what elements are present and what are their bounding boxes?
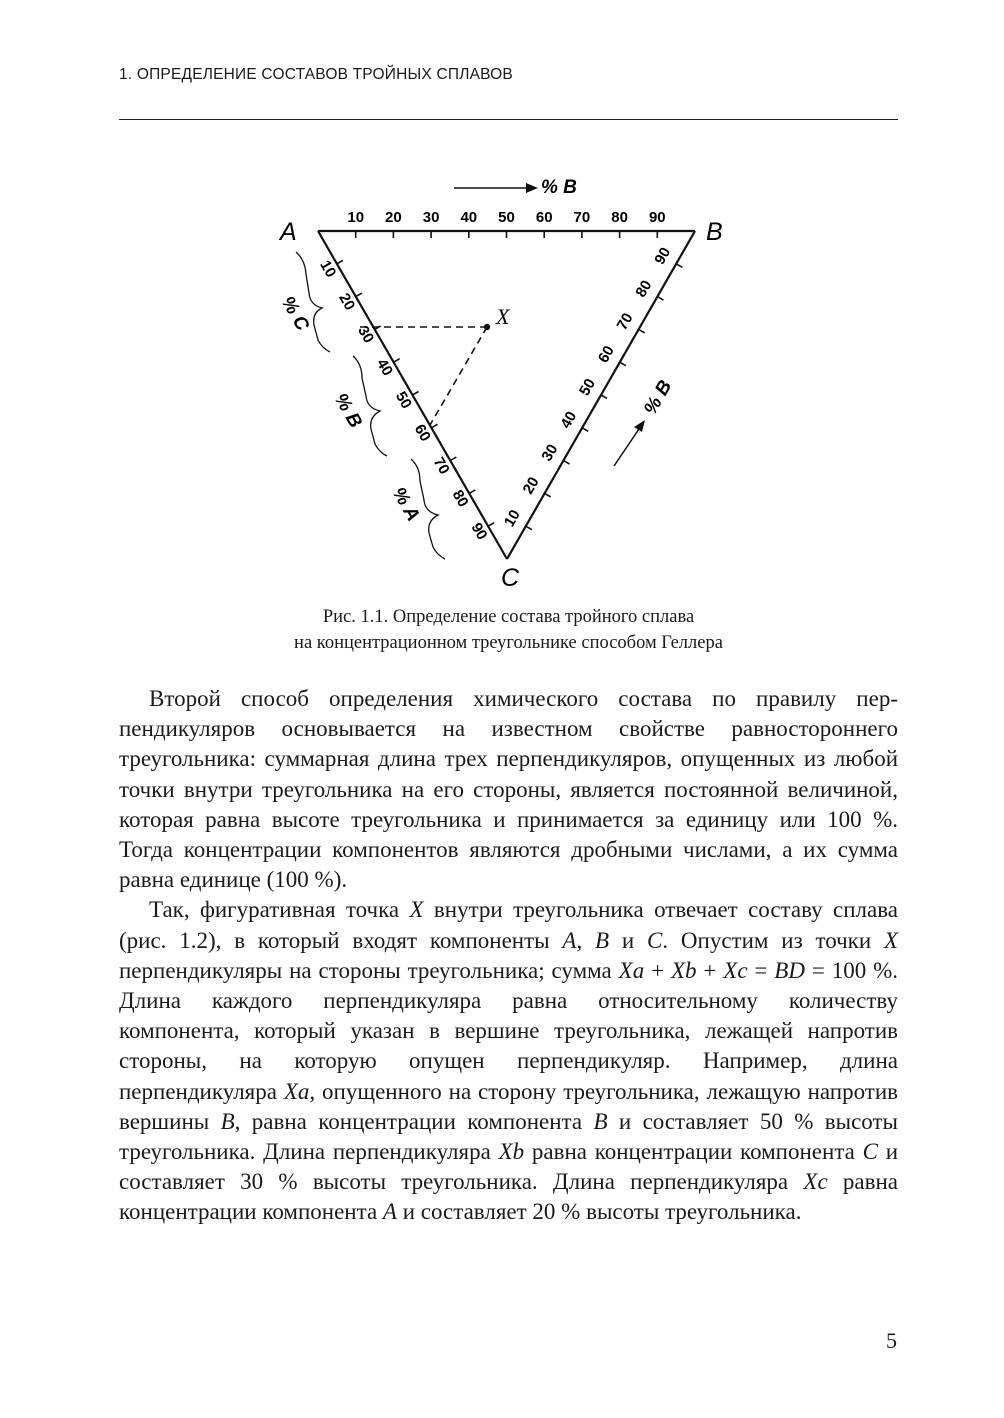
text-run: = 100 %. Длина каждого перпендикуляра равна относительному количеству компонента, который указан в вершине треугольника, лежащей напротив стороны, на которую опущен перпендикуляр. Например, длина перпендикуляра bbox=[119, 957, 898, 1104]
italic-term: B bbox=[595, 927, 610, 953]
top-axis-tick-label: 20 bbox=[385, 208, 402, 226]
left-axis-tick bbox=[337, 260, 343, 263]
left-axis-tick bbox=[469, 490, 475, 493]
text-run: + bbox=[644, 957, 671, 983]
italic-term: A bbox=[562, 927, 577, 953]
italic-term: Xc bbox=[803, 1169, 828, 1195]
italic-term: BD bbox=[774, 957, 805, 983]
right-axis-tick bbox=[526, 526, 532, 529]
left-axis-tick bbox=[431, 424, 437, 427]
right-arrow-head bbox=[634, 420, 645, 432]
vertex-b-label: B bbox=[706, 218, 723, 246]
top-axis-tick-label: 60 bbox=[535, 208, 553, 226]
italic-term: X bbox=[883, 927, 899, 953]
italic-term: Xc bbox=[723, 957, 748, 983]
left-axis-tick-label: 70 bbox=[429, 454, 453, 478]
top-axis-tick-label: 30 bbox=[422, 208, 440, 226]
left-axis-tick-label: 30 bbox=[354, 323, 378, 347]
top-axis-label: % B bbox=[541, 177, 577, 198]
right-axis-label: % B bbox=[640, 376, 677, 419]
left-label-c: % C bbox=[276, 293, 313, 335]
top-axis-tick-label: 80 bbox=[611, 208, 628, 226]
right-axis-tick bbox=[582, 428, 588, 431]
italic-term: B bbox=[593, 1108, 608, 1134]
italic-term: X bbox=[409, 897, 424, 923]
point-x bbox=[484, 324, 490, 330]
text-run: , равна концентрации компонента bbox=[234, 1108, 594, 1134]
right-axis-tick-label: 10 bbox=[500, 506, 524, 530]
text-run: и составляет 50 % высоты треугольника. Длина перпендикуляра bbox=[119, 1108, 899, 1165]
left-axis-tick-label: 20 bbox=[335, 290, 359, 314]
vertex-c-label: C bbox=[501, 564, 520, 592]
left-axis-tick bbox=[413, 392, 419, 395]
top-axis-tick-label: 90 bbox=[648, 208, 666, 226]
left-label-b: % B bbox=[329, 390, 366, 432]
text-run: + bbox=[696, 957, 724, 983]
right-axis-tick-label: 80 bbox=[632, 277, 656, 301]
left-axis-tick-label: 90 bbox=[467, 519, 491, 543]
right-axis-tick-label: 40 bbox=[557, 408, 581, 432]
left-axis-tick-label: 80 bbox=[448, 487, 472, 511]
top-axis-tick-label: 70 bbox=[573, 208, 591, 226]
right-axis-tick bbox=[563, 461, 569, 464]
italic-term: C bbox=[862, 1139, 878, 1165]
ternary-diagram bbox=[0, 0, 1004, 600]
left-axis-tick-label: 40 bbox=[373, 355, 397, 379]
text-run: равна концентрации компонента bbox=[119, 1169, 898, 1225]
left-axis-tick bbox=[488, 523, 494, 526]
text-run: Так, фигуративная точка bbox=[149, 897, 410, 923]
page-number: 5 bbox=[886, 1328, 897, 1353]
text-run: = bbox=[747, 957, 775, 983]
text-run: , опущенного на сторону треугольника, лежащую напротив вершины bbox=[119, 1078, 899, 1134]
italic-term: Xb bbox=[670, 957, 697, 983]
right-arrow-shaft bbox=[614, 426, 641, 466]
top-axis-tick-label: 10 bbox=[347, 208, 365, 226]
right-axis-tick-label: 70 bbox=[613, 310, 637, 334]
right-axis-tick-label: 20 bbox=[519, 474, 543, 498]
text-run: перпендикуляры на стороны треугольника; сумма bbox=[119, 957, 619, 983]
italic-term: Xb bbox=[498, 1139, 525, 1165]
italic-term: A bbox=[382, 1199, 397, 1225]
left-axis-tick bbox=[356, 293, 362, 296]
text-run: и составляет 20 % высоты треугольника. bbox=[396, 1199, 802, 1225]
left-axis-tick-label: 50 bbox=[391, 388, 415, 412]
top-axis-tick-label: 40 bbox=[460, 208, 478, 226]
text-run: . Опустим из точки bbox=[662, 927, 884, 953]
right-axis-tick bbox=[676, 264, 682, 267]
left-axis-tick bbox=[394, 359, 400, 362]
italic-term: B bbox=[220, 1108, 235, 1134]
right-axis-tick-label: 90 bbox=[651, 244, 675, 268]
paragraph-2 bbox=[119, 895, 898, 1227]
right-axis-tick bbox=[639, 329, 645, 332]
figure-caption-line-1: Рис. 1.1. Определение состава тройного сплава bbox=[322, 607, 695, 627]
text-run: и составляет 30 % высоты треугольника. Длина перпендикуляра bbox=[119, 1139, 899, 1195]
text-run: , bbox=[576, 927, 596, 953]
left-label-a: % A bbox=[387, 484, 424, 525]
paragraph-1: Второй способ определения химического состава по правилу перпендикуляров основывается на известном свойстве равностороннего треугольника: суммарная длина трех перпендикуляров, опущенных из любой точки внутри треугольника на его стороны, является постоянной величиной, которая равна высоте треугольника и принимается за единицу или 100 %. Тогда концентрации компонентов являются дробными числами, а их сумма равна единице (100 %). bbox=[119, 686, 898, 893]
figure-caption-line-2: на концентрационном треугольнике способом Геллера bbox=[294, 633, 723, 653]
right-axis-tick bbox=[657, 297, 663, 300]
right-axis-tick-label: 50 bbox=[576, 375, 600, 399]
vertex-a-label: A bbox=[280, 218, 297, 246]
italic-term: C bbox=[647, 927, 663, 953]
right-axis-tick-label: 60 bbox=[594, 342, 618, 366]
left-axis-tick-label: 10 bbox=[316, 257, 340, 281]
right-axis-tick bbox=[601, 395, 607, 398]
dashed-diagonal bbox=[430, 327, 487, 425]
text-run: и bbox=[609, 927, 648, 953]
running-head: 1. ОПРЕДЕЛЕНИЕ СОСТАВОВ ТРОЙНЫХ СПЛАВОВ bbox=[119, 66, 513, 83]
top-arrow-head bbox=[526, 183, 538, 193]
text-run: внутри треугольника отвечает составу сплава (рис. 1.2), в который входят компоненты bbox=[119, 897, 898, 953]
body-text bbox=[119, 684, 898, 1228]
right-axis-tick-label: 30 bbox=[538, 441, 562, 465]
italic-term: Xa bbox=[283, 1078, 310, 1104]
italic-term: Xa bbox=[618, 957, 645, 983]
left-axis-tick bbox=[450, 457, 456, 460]
point-x-label: X bbox=[496, 304, 510, 329]
top-axis-tick-label: 50 bbox=[498, 208, 515, 226]
left-axis-tick-label: 60 bbox=[410, 421, 434, 445]
right-axis-tick bbox=[545, 493, 551, 496]
right-axis-tick bbox=[620, 362, 626, 365]
text-run: равна концентрации компонента bbox=[524, 1139, 863, 1165]
